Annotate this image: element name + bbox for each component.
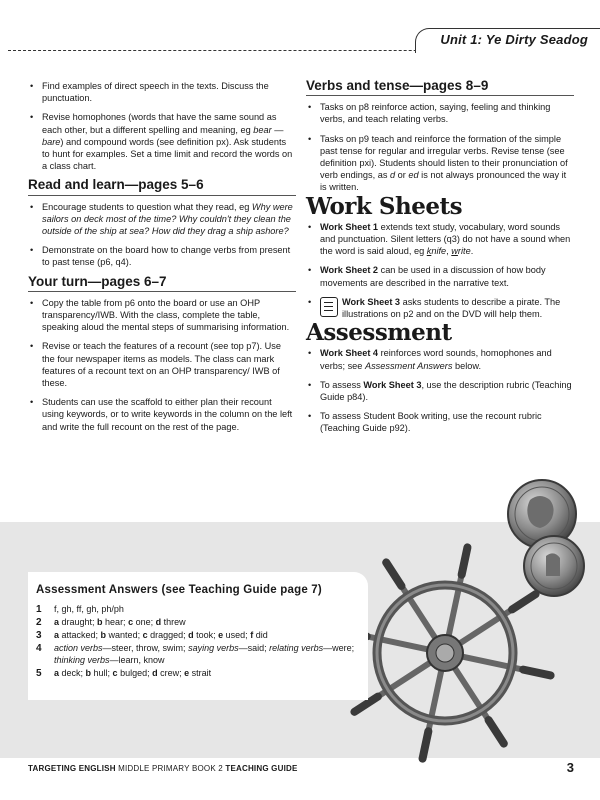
work-sheet-3-text: Work Sheet 3 asks students to describe a pirate. The illustrations on p2 and on the DVD will help them. (342, 296, 561, 320)
work-sheets-list (306, 221, 574, 320)
bullet-item: • To assess Student Book writing, use the recount rubric (Teaching Guide p92). (306, 410, 574, 434)
page-footer (28, 764, 298, 773)
bold-text: c (112, 667, 118, 678)
answer-number: 4 (36, 643, 42, 655)
bold-text: d (152, 667, 158, 678)
work-sheet-1-item: • Work Sheet 1 extends text study, vocabulary, word sounds and punctuation. Silent letters (q3) do not have a sound when the word is said aloud, eg knife, write. (306, 221, 574, 258)
answer-row (36, 643, 356, 666)
bold-text: Work Sheet 3 (342, 296, 401, 307)
bold-text: c (128, 617, 134, 628)
bullet-item: • Students can use the scaffold to either plan their recount using keywords, or to write keywords in the column on the left and write the full recount on the rest of the page. (28, 396, 296, 433)
bullet-item: • Tasks on p8 reinforce action, saying, feeling and thinking verbs, and teach relating verbs. (306, 101, 574, 125)
bold-text: a (54, 630, 60, 641)
bullet-item: • Demonstrate on the board how to change verbs from present to past tense (p6, q4). (28, 244, 296, 268)
bullet-item: • Revise or teach the features of a recount (see top p7). Use the four newspaper items as models. The class can mark features of a recount text on an OHP transparency/ IWB of these. (28, 340, 296, 389)
page-header (0, 0, 600, 60)
answer-row (36, 668, 356, 680)
work-sheet-2-item: • Work Sheet 2 can be used in a discussion of how body movements are described in the narrative text. (306, 264, 574, 288)
answer-number: 5 (36, 667, 42, 679)
wheel-handle (489, 720, 504, 743)
bold-text: c (142, 630, 148, 641)
bold-text: b (85, 667, 92, 678)
read-and-learn-heading: Read and learn—pages 5–6 (28, 179, 296, 195)
bold-text: b (97, 617, 103, 628)
answer-text: a attacked; b wanted; c dragged; d took; e used; f did (54, 630, 268, 641)
bold-text: Work Sheet 3 (363, 379, 422, 390)
answer-text: a deck; b hull; c bulged; d crew; e strait (54, 667, 212, 678)
italic-text: bear (253, 124, 272, 135)
assessment-answers-box (28, 572, 368, 700)
wheel-handle (523, 670, 550, 676)
intro-bullet-list (28, 80, 296, 172)
bold-text: Work Sheet 4 (320, 348, 379, 359)
italic-text: relating verbs (269, 643, 324, 654)
underlined-letter: k (426, 246, 432, 257)
italic-text: bare (42, 136, 61, 147)
answer-text: a draught; b hear; c one; d threw (54, 617, 186, 628)
italic-text: Why were sailors on deck most of the time? Why couldn't they clean the outside of the ship at sea? How did they drag a ship ashore? (42, 201, 293, 237)
bold-text: d (188, 630, 194, 641)
assessment-answers-list (36, 604, 356, 681)
italic-text: Assessment Answers (364, 360, 453, 371)
bullet-item: • Find examples of direct speech in the texts. Discuss the punctuation. (28, 80, 296, 104)
underlined-letter: w (451, 246, 458, 257)
bold-text: e (184, 667, 190, 678)
footer-book: MIDDLE PRIMARY BOOK 2 (115, 764, 226, 773)
footer-guide: TEACHING GUIDE (225, 764, 298, 773)
bold-text: a (54, 617, 60, 628)
worksheet-icon (320, 297, 338, 317)
answer-number: 2 (36, 617, 42, 629)
italic-text: thinking verbs (54, 654, 110, 665)
wheel-handle (423, 731, 429, 758)
your-turn-list (28, 297, 296, 433)
answer-text: f, gh, ff, gh, ph/ph (54, 604, 124, 614)
bold-text: Work Sheet 2 (320, 265, 379, 276)
wheel-handle (462, 547, 468, 574)
bullet-item: • Tasks on p9 teach and reinforce the formation of the simple past tense for regular and irregular verbs. Revise tense (see definition pxi). Students should listen to their pronunciation of verb endings, as d or ed is not always pronounced the way it is written. (306, 133, 574, 194)
bullet-item: • Revise homophones (words that have the same sound as each other, but a different spelling and meaning, eg bear — bare) and compound words (see definition px). Ask students to hunt for examples. Set a time limit and record the words on a class chart. (28, 111, 296, 172)
assessment-answers-title: Assessment Answers (see Teaching Guide page 7) (36, 584, 322, 596)
answer-row (36, 630, 356, 642)
bullet-item: • Work Sheet 4 reinforces word sounds, homophones and verbs; see Assessment Answers below. (306, 347, 574, 371)
read-and-learn-list (28, 201, 296, 269)
answer-row (36, 604, 356, 616)
bullet-item: • Copy the table from p6 onto the board or use an OHP transparency/IWB. With the class, complete the table, speaking aloud the mental steps of summarising information. (28, 297, 296, 334)
verbs-tense-heading: Verbs and tense—pages 8–9 (306, 80, 574, 96)
answer-text: action verbs—steer, throw, swim; saying verbs—said; relating verbs—were; thinking verbs—learn, know (54, 643, 355, 665)
italic-text: ed (408, 170, 419, 181)
your-turn-heading: Your turn—pages 6–7 (28, 276, 296, 292)
assessment-list (306, 347, 574, 434)
right-column (306, 80, 574, 442)
work-sheets-heading: Work Sheets (306, 192, 463, 220)
italic-text: action verbs (54, 643, 103, 654)
answer-row (36, 617, 356, 629)
unit-title: Unit 1: Ye Dirty Seadog (440, 32, 588, 47)
left-column (28, 80, 296, 440)
footer-brand: TARGETING ENGLISH (28, 764, 116, 773)
bold-text: b (100, 630, 107, 641)
answer-number: 1 (36, 604, 42, 615)
verbs-tense-list (306, 101, 574, 193)
wheel-handle (512, 594, 535, 609)
bold-text: Work Sheet 1 (320, 221, 379, 232)
italic-text: d (389, 170, 396, 181)
page-number: 3 (566, 760, 574, 775)
bold-text: a (54, 667, 60, 678)
italic-text: rite (457, 246, 471, 257)
answer-number: 3 (36, 630, 42, 642)
bullet-item: • To assess Work Sheet 3, use the description rubric (Teaching Guide p84). (306, 379, 574, 403)
italic-text: nife (431, 246, 447, 257)
assessment-heading: Assessment (306, 319, 452, 347)
bold-text: f (250, 630, 254, 641)
bold-text: e (218, 630, 224, 641)
wheel-handle (386, 562, 401, 585)
work-sheet-3-item (306, 296, 574, 320)
italic-text: saying verbs (188, 643, 239, 654)
bold-text: d (155, 617, 162, 628)
bullet-item: • Encourage students to question what they read, eg Why were sailors on deck most of the time? Why couldn't they clean the outside of the ship at sea? How did they drag a ship ashore? (28, 201, 296, 238)
